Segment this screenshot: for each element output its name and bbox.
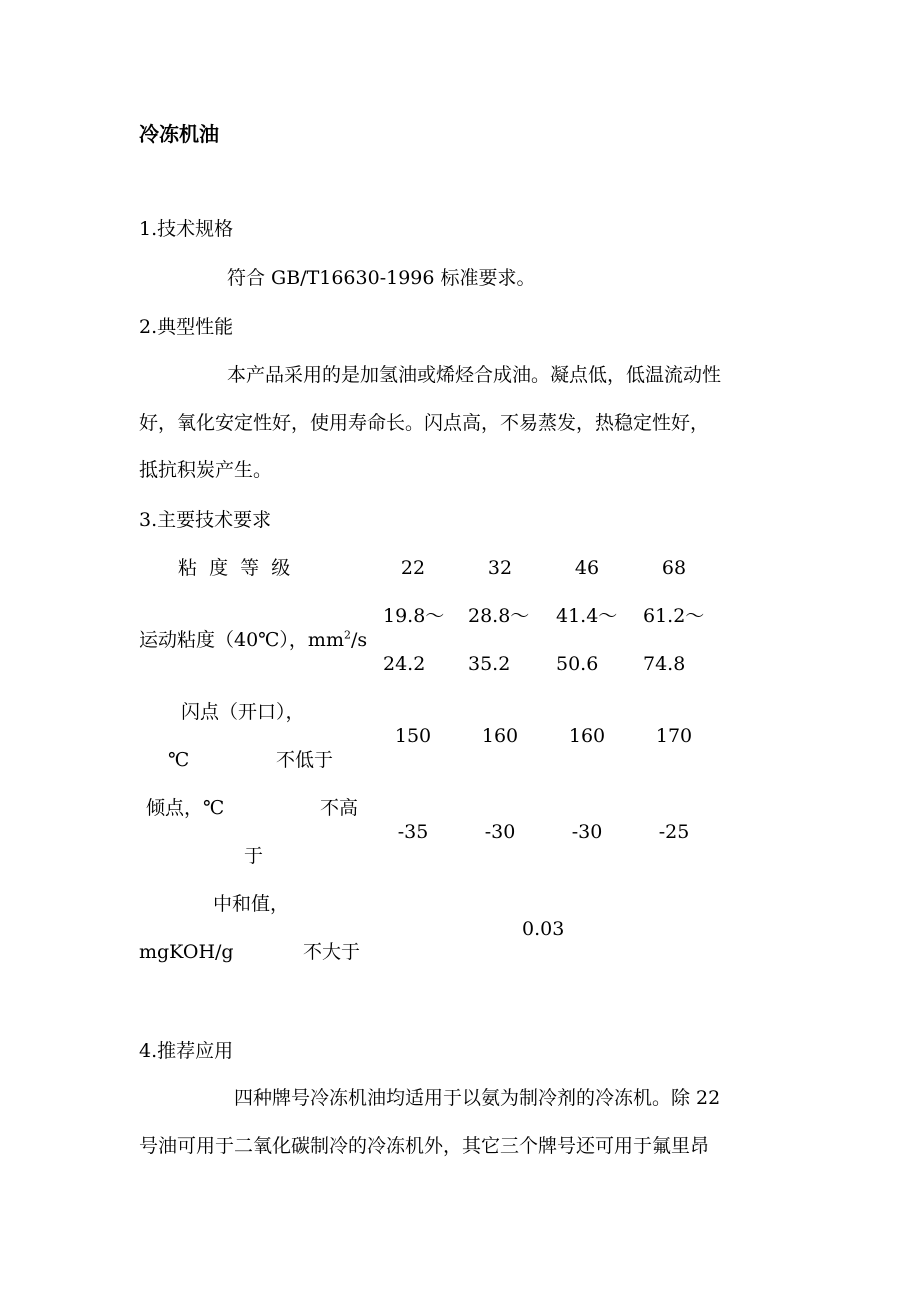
page-title: 冷冻机油 xyxy=(139,122,219,146)
pour-value: -30 xyxy=(571,821,603,843)
flash-value: 160 xyxy=(568,725,606,747)
viscosity-high: 24.2 xyxy=(383,653,426,675)
section-heading-requirements: 3.主要技术要求 xyxy=(139,509,272,531)
application-line-2: 号油可用于二氧化碳制冷的冷冻机外，其它三个牌号还可用于氟里昂 xyxy=(139,1135,710,1157)
viscosity-label: 运动粘度（40℃），$mm^2/s$ xyxy=(139,628,368,651)
section-heading-performance: 2.典型性能 xyxy=(139,316,234,338)
viscosity-low: 19.8～ xyxy=(383,605,445,627)
grade-label: 粘 度 等 级 xyxy=(178,557,291,579)
acid-limit: 不大于 xyxy=(303,941,361,963)
viscosity-low: 41.4～ xyxy=(556,605,618,627)
flash-value: 170 xyxy=(655,725,693,747)
viscosity-low: 61.2～ xyxy=(643,605,705,627)
performance-line-1: 本产品采用的是加氢油或烯烃合成油。凝点低，低温流动性 xyxy=(227,364,722,386)
acid-unit: mgKOH/g xyxy=(139,941,234,963)
application-line-1: 四种牌号冷冻机油均适用于以氨为制冷剂的冷冻机。除 22 xyxy=(234,1087,721,1109)
pour-label: 倾点，℃ xyxy=(146,797,225,819)
viscosity-high: 74.8 xyxy=(643,653,686,675)
acid-label: 中和值， xyxy=(213,893,290,915)
viscosity-high: 35.2 xyxy=(468,653,511,675)
performance-line-2: 好，氧化安定性好，使用寿命长。闪点高，不易蒸发，热稳定性好， xyxy=(139,412,710,434)
flash-value: 150 xyxy=(394,725,432,747)
grade-value: 68 xyxy=(661,557,687,579)
performance-line-3: 抵抗积炭产生。 xyxy=(139,459,273,481)
section-heading-application: 4.推荐应用 xyxy=(139,1040,234,1062)
pour-value: -25 xyxy=(658,821,690,843)
flash-unit: ℃ xyxy=(168,749,190,771)
pour-value: -35 xyxy=(397,821,429,843)
section-heading-spec: 1.技术规格 xyxy=(139,218,234,240)
flash-value: 160 xyxy=(481,725,519,747)
flash-limit: 不低于 xyxy=(276,749,334,771)
spec-text: 符合 GB/T16630-1996 标准要求。 xyxy=(227,267,536,289)
grade-value: 46 xyxy=(574,557,600,579)
acid-value: 0.03 xyxy=(522,918,565,940)
viscosity-low: 28.8～ xyxy=(468,605,530,627)
grade-value: 32 xyxy=(487,557,513,579)
grade-value: 22 xyxy=(400,557,426,579)
pour-limit: 不高 xyxy=(320,797,359,819)
flash-label: 闪点（开口）， xyxy=(181,701,305,723)
pour-limit-cont: 于 xyxy=(244,845,264,867)
viscosity-high: 50.6 xyxy=(556,653,599,675)
pour-value: -30 xyxy=(484,821,516,843)
